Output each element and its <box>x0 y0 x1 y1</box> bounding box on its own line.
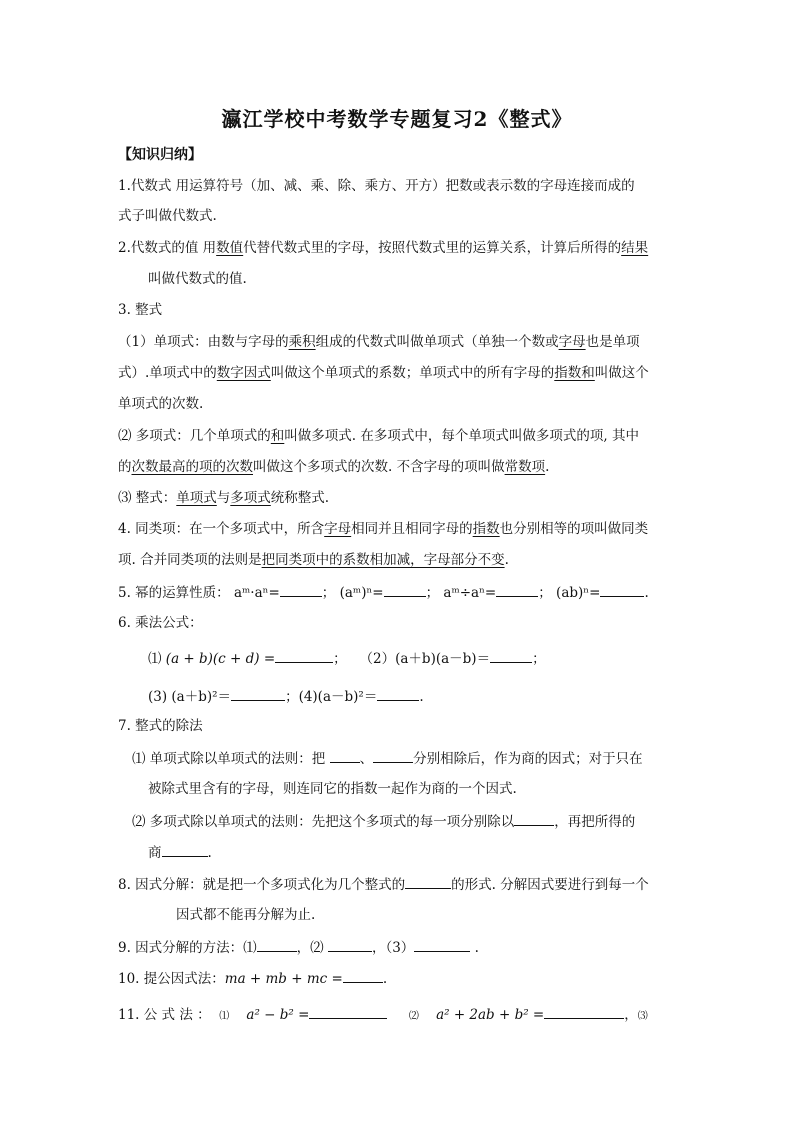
division-rule-1-line-2: 被除式里含有的字母，则连同它的指数一起作为商的一个因式. <box>148 781 517 797</box>
item-3-heading: 3. 整式 <box>118 302 163 318</box>
factorization-methods-line: 9. 因式分解的方法：⑴ ，⑵ ，（3） . <box>118 937 479 958</box>
division-rule-1-line-1: ⑴ 单项式除以单项式的法则：把 、 分别相除后，作为商的因式；对于只在 <box>132 748 643 769</box>
factorization-line-2: 因式都不能再分解为止. <box>176 907 316 923</box>
like-terms-line-2: 项. 合并同类项的法则是把同类项中的系数相加减，字母部分不变. <box>118 552 509 568</box>
monomial-line-3: 单项式的次数. <box>118 396 204 412</box>
section-heading: 【知识归纳】 <box>118 147 202 163</box>
division-rule-2-line-1: ⑵ 多项式除以单项式的法则：先把这个多项式的每一项分别除以 ，再把所得的 <box>132 811 635 832</box>
polynomial-line-1: ⑵ 多项式：几个单项式的和叫做多项式. 在多项式中，每个单项式叫做多项式的项, 其中 <box>118 428 639 444</box>
item-1-line-1: 1.代数式 用运算符号（加、减、乘、除、乘方、开方）把数或表示数的字母连接而成的 <box>118 178 635 194</box>
polynomial-line-2: 的次数最高的项的次数叫做这个多项式的次数. 不含字母的项叫做常数项. <box>118 459 550 475</box>
factorization-line-1: 8. 因式分解：就是把一个多项式化为几个整式的 的形式. 分解因式要进行到每一个 <box>118 874 649 895</box>
like-terms-line-1: 4. 同类项：在一个多项式中，所含字母相同并且相同字母的指数也分别相等的项叫做同类 <box>118 521 649 537</box>
page-title: 瀛江学校中考数学专题复习2《整式》 <box>221 107 573 131</box>
integral-expression-line: ⑶ 整式：单项式与多项式统称整式. <box>118 490 330 506</box>
item-1-line-2: 式子叫做代数式. <box>118 208 217 224</box>
monomial-line-1: （1）单项式：由数与字母的乘积组成的代数式叫做单项式（单独一个数或字母也是单项 <box>118 334 640 350</box>
multiplication-formula-line-1: ⑴ (a + b)(c + d) = ； （2）(a＋b)(a－b)＝ ； <box>148 648 546 669</box>
item-2-line-2: 叫做代数式的值. <box>148 271 247 287</box>
formula-method-line: 11. 公 式 法 ： ⑴ a² − b² = ⑵ a² + 2ab + b² = ，⑶ <box>118 1004 648 1027</box>
monomial-line-2: 式）.单项式中的数字因式叫做这个单项式的系数；单项式中的所有字母的指数和叫做这个 <box>118 365 649 381</box>
item-2-line-1: 2.代数式的值 用数值代替代数式里的字母，按照代数式里的运算关系，计算后所得的结果 <box>118 240 649 256</box>
multiplication-formula-heading: 6. 乘法公式： <box>118 615 203 631</box>
power-rules-line: 5. 幂的运算性质： aᵐ·aⁿ= ； (aᵐ)ⁿ= ； aᵐ÷aⁿ= ； (ab)ⁿ= . <box>118 582 649 603</box>
division-heading: 7. 整式的除法 <box>118 718 203 734</box>
multiplication-formula-line-2: (3) (a＋b)²＝ ；(4)(a－b)²＝ . <box>148 686 424 707</box>
common-factor-line: 10. 提公因式法：ma + mb + mc = . <box>118 968 387 989</box>
division-rule-2-line-2: 商 . <box>148 842 212 863</box>
